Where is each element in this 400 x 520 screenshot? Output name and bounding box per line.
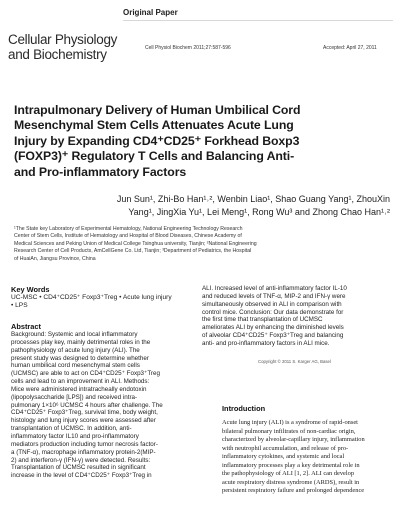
article-type-label: Original Paper (123, 8, 178, 17)
abstract-line: the first time that transplantation of UCMSC (202, 316, 323, 324)
affiliations (14, 226, 390, 263)
abstract-line: (UCMSC) are able to act on CD4⁺CD25⁺ Foxp3⁺Treg (11, 370, 160, 378)
abstract-line: processes play key, mainly detrimental roles in the (11, 338, 151, 346)
abstract-left-column (11, 331, 197, 480)
accepted-date: Accepted: April 27, 2011 (323, 45, 377, 51)
keywords-line: UC-MSC • CD4⁺CD25⁺ Foxp3⁺Treg • Acute lung injury (11, 294, 172, 301)
affiliation-line: ¹The State key Laboratory of Experimental Hematology, National Engineering Technology Research (14, 226, 243, 232)
abstract-line: increase in the level of CD4⁺CD25⁺ Foxp3⁺Treg in (11, 472, 152, 480)
abstract-line: of alveolar CD4⁺CD25⁺ Foxp3⁺Treg and balancing (202, 332, 344, 340)
abstract-right-column (202, 285, 390, 348)
abstract-line: pulmonary 1×10⁶ UCMSC 4 hours after challenge. The (11, 401, 163, 409)
journal-name-line-2: and Biochemistry (8, 47, 107, 62)
affiliation-line: Center of Stem Cells, Institute of Hematology and Hospital of Blood Diseases, Chinese Academy of (14, 233, 242, 240)
title-line: and Pro-inflammatory Factors (14, 164, 187, 179)
abstract-line: CD4⁺CD25⁺ Foxp3⁺Treg, survival time, body weight, (11, 409, 158, 417)
abstract-heading: Abstract (11, 322, 41, 331)
affiliation-line: Research Center of Cell Products, AmCellGene Co. Ltd, Tianjin; ³Department of Pediatrics, the Hospital (14, 248, 252, 255)
abstract-line: simultaneously observed in ALI in comparison with (202, 300, 342, 308)
abstract-line: Transplantation of UCMSC resulted in significant (11, 464, 146, 472)
abstract-line: a (TNF-α), macrophage inflammatory protein-2(MIP- (11, 448, 156, 456)
introduction-line: inflammatory cytokines, and systemic and local (222, 453, 345, 461)
affiliation-line: Medical Sciences and Peking Union of Medical College Tsinghua university, Tianjin; ²National Engineering (14, 240, 257, 247)
abstract-line: 2) and interferon-γ (IFN-γ) were detected. Results: (11, 456, 151, 464)
introduction-line: inflammatory processes play a key detrimental role in (222, 461, 360, 469)
journal-name-line-1: Cellular Physiology (8, 32, 118, 47)
abstract-line: ALI. Increased level of anti-inflammatory factor IL-10 (202, 285, 347, 292)
abstract-line: (lipopolysaccharide [LPS]) and received intra- (11, 393, 138, 401)
author-list (14, 193, 390, 218)
author-line: Yang¹, JingXia Yu¹, Lei Meng¹, Rong Wu³ and Zhong Chao Han¹˒² (128, 206, 390, 217)
abstract-line: mediators production including tumor necrosis factor- (11, 440, 158, 448)
author-line: Jun Sun¹, Zhi-Bo Han¹˒², Wenbin Liao¹, Shao Guang Yang¹, ZhouXin (116, 194, 390, 204)
abstract-line: human umbilical cord mesenchymal stem cells (11, 362, 140, 370)
header-divider (123, 20, 393, 21)
abstract-line: transplantation of UCMSC. In addition, anti- (11, 425, 132, 433)
journal-name (8, 32, 117, 62)
introduction-line: the pathophysiology of ALI [1, 2]. ALI can develop (222, 470, 355, 478)
keywords-line: • LPS (11, 302, 28, 310)
abstract-line: inflammatory factor IL10 and pro-inflammatory (11, 432, 139, 440)
introduction-line: Acute lung injury (ALI) is a syndrome of rapid-onset (222, 419, 358, 426)
introduction-line: acute respiratory distress syndrome (ARDS), result in (222, 478, 360, 486)
abstract-line: histology and lung injury scores were assessed after (11, 417, 156, 425)
introduction-line: with neutrophil accumulation, and release of pro- (222, 444, 349, 452)
abstract-line: pathophysiology of acute lung injury (ALI). The (11, 346, 140, 354)
abstract-line: cells and lead to an improvement in ALI. Methods: (11, 378, 150, 386)
keywords-text (11, 294, 196, 311)
introduction-body (222, 419, 392, 496)
title-line: Intrapulmonary Delivery of Human Umbilical Cord (14, 103, 301, 117)
affiliation-line: of HuaiAn, Jiangsu Province, China (14, 255, 96, 262)
citation: Cell Physiol Biochem 2011;27:587-596 (145, 45, 231, 51)
title-line: Mesenchymal Stem Cells Attenuates Acute Lung (14, 118, 294, 133)
paper-title (14, 103, 392, 180)
abstract-line: anti- and pro-inflammatory factors in ALI mice. (202, 339, 330, 347)
title-line: Injury by Expanding CD4⁺CD25⁺ Forkhead Boxp3 (14, 133, 300, 148)
abstract-line: and reduced levels of TNF-α, MIP-2 and IFN-γ were (202, 292, 346, 300)
abstract-line: Mice were administered intratracheally endotoxin (11, 385, 147, 393)
introduction-line: bilateral pulmonary infiltrates of non-cardiac origin, (222, 427, 356, 435)
introduction-heading: Introduction (222, 404, 266, 413)
title-line: (FOXP3)⁺ Regulatory T Cells and Balancing Anti- (14, 149, 295, 164)
introduction-line: characterized by alveolar-capillary injury, inflammation (222, 436, 365, 444)
abstract-line: present study was designed to determine whether (11, 354, 149, 362)
abstract-line: ameliorates ALI by enhancing the diminished levels (202, 324, 344, 332)
abstract-line: Background: Systemic and local inflammatory (11, 331, 138, 338)
copyright-notice: Copyright © 2011 S. Karger AG, Basel (258, 359, 331, 364)
keywords-heading: Key Words (11, 285, 50, 294)
abstract-line: control mice. Conclusion: Our data demonstrate for (202, 308, 344, 316)
introduction-line: persistent respiratory failure and prolonged dependence (222, 487, 365, 495)
